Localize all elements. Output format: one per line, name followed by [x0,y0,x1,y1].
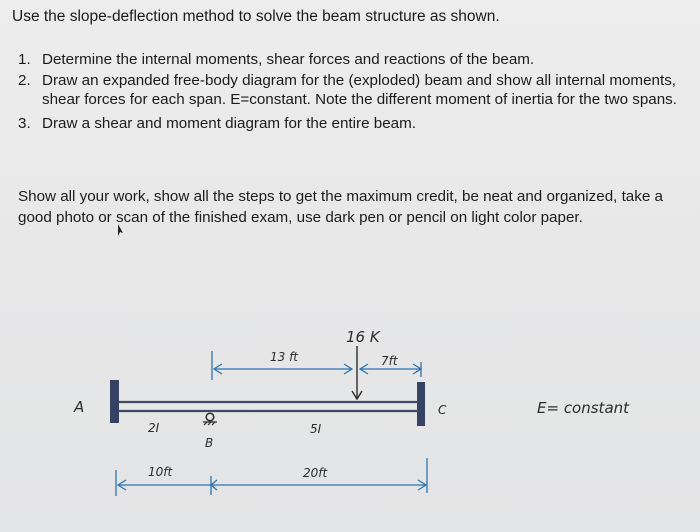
dimension-13ft: 13 ft [270,350,299,364]
task-number: 1. [18,51,31,68]
fixed-wall-a [110,380,119,423]
problem-statement: Use the slope-deflection method to solve the beam structure as shown. [12,8,500,25]
span-ab-inertia: 2I [148,421,160,435]
task-number: 2. [18,71,31,89]
dimension-10ft: 10ft [148,465,173,479]
dimension-20ft: 20ft [303,466,328,480]
support-c-label: C [438,403,447,417]
point-load-arrow [352,346,362,399]
fixed-wall-c [417,382,425,426]
dimension-7ft: 7ft [381,354,398,368]
support-a-label: A [74,398,85,416]
modulus-note: E= constant [537,399,630,417]
task-text: Determine the internal moments, shear forces and reactions of the beam. [42,51,535,68]
submission-note: Show all your work, show all the steps to get the maximum credit, be neat and organized, take a good photo or scan of the finished exam, use dark pen or pencil on light color paper. [18,188,663,226]
task-number: 3. [18,114,31,132]
roller-support-b [203,413,217,425]
task-text: Draw a shear and moment diagram for the entire beam. [42,114,416,132]
span-bc-inertia: 5I [310,422,322,436]
task-text: Draw an expanded free-body diagram for the (exploded) beam and show all internal moments, shear forces for each span. E=constant. Note the different moment of inertia for the two spans. [42,71,677,108]
cursor-icon [118,224,123,236]
load-label: 16 K [346,328,380,346]
support-b-label: B [205,436,214,450]
